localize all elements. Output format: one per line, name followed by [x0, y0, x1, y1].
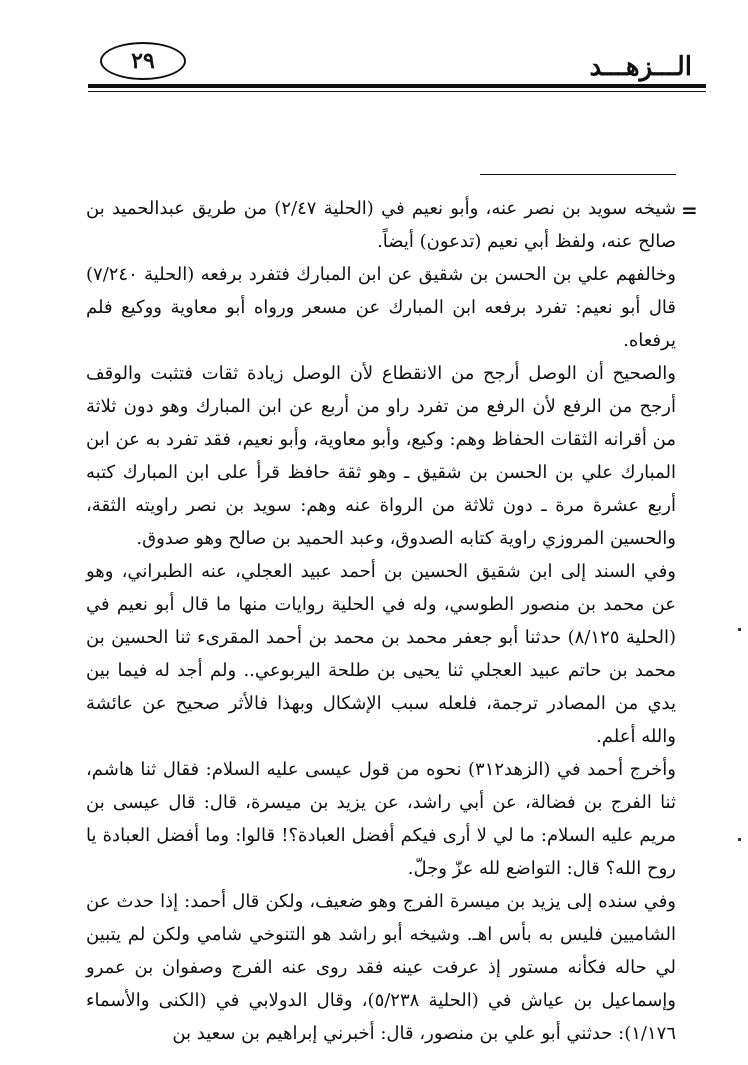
footnote-paragraph: وخالفهم علي بن الحسن بن شقيق عن ابن المبارك فتفرد برفعه (الحلية ٧/٢٤٠) قال أبو نعيم: تفرد برفعه ابن المبارك عن مسعر ورواه أبو معاوية ووكيع فلم يرفعاه.: [86, 264, 676, 351]
footnote-paragraph: والصحيح أن الوصل أرجح من الانقطاع لأن الوصل زيادة ثقات فتثبت والوقف أرجح من الرفع لأن الرفع من تفرد راو من أربع عن ابن المبارك وهو دون ثلاثة من أقرانه الثقات الحفاظ وهم: وكيع، وأبو معاوية، وأبو نعيم، فقد تفرد به عن ابن المبارك علي بن الحسن بن شقيق ـ وهو ثقة حافظ قرأ على ابن المبارك كتبه أربع عشرة مرة ـ دون ثلاثة من الرواة عنه وهم: سويد بن نصر راويته الثقة، والحسين المروزي راوية كتابه الصدوق، وعبد الحميد بن صالح وهو صدوق.: [86, 363, 676, 549]
header-rule-thin: [88, 91, 706, 92]
footnote-paragraph: وأخرج أحمد في (الزهد٣١٢) نحوه من قول عيسى عليه السلام: فقال ثنا هاشم، ثنا الفرج بن فضالة، عن أبي راشد، عن يزيد بن ميسرة، قال: قال عيسى بن مريم عليه السلام: ما لي لا أرى فيكم أفضل العبادة؟! قالوا: وما أفضل العبادة يا روح الله؟ قال: التواضع لله عزّ وجلّ.: [86, 759, 676, 879]
header-rule-thick: [88, 84, 706, 88]
footnote-continuation-mark: =: [681, 198, 698, 222]
footnote-body: [86, 192, 676, 1050]
running-title: الـــزهـــد: [589, 52, 692, 82]
scan-edge-mark: [738, 838, 741, 841]
footnote-paragraph: شيخه سويد بن نصر عنه، وأبو نعيم في (الحلية ٢/٤٧) من طريق عبدالحميد بن صالح عنه، ولفظ أبي نعيم (تدعون) أيضاً.: [86, 198, 676, 252]
scan-edge-mark: [738, 628, 741, 631]
footnote-separator: [480, 174, 676, 175]
footnote-paragraph: وفي السند إلى ابن شقيق الحسين بن أحمد عبيد العجلي، عنه الطبراني، وهو عن محمد بن منصور الطوسي، وله في الحلية روايات منها ما قال أبو نعيم في (الحلية ٨/١٢٥) حدثنا أبو جعفر محمد بن محمد بن أحمد المقرىء ثنا الحسين بن محمد بن حاتم عبيد العجلي ثنا يحيى بن طلحة اليربوعي.. ولم أجد له فيما بين يدي من المصادر ترجمة، فلعله سبب الإشكال وبهذا فالأثر صحيح عن عائشة والله أعلم.: [86, 561, 677, 747]
page-number: ٢٩: [100, 42, 186, 80]
footnote-paragraph: وفي سنده إلى يزيد بن ميسرة الفرج وهو ضعيف، ولكن قال أحمد: إذا حدث عن الشاميين فليس به بأس اهـ. وشيخه أبو راشد هو التنوخي شامي ولكن لم يتبين لي حاله فكأنه مستور إذ عرفت عينه فقد روى عنه الفرج وصفوان بن عمرو وإسماعيل بن عياش في (الحلية ٥/٢٣٨)، وقال الدولابي في (الكنى والأسماء ١/١٧٦): حدثني أبو علي بن منصور، قال: أخبرني إبراهيم بن سعيد بن: [86, 891, 676, 1044]
